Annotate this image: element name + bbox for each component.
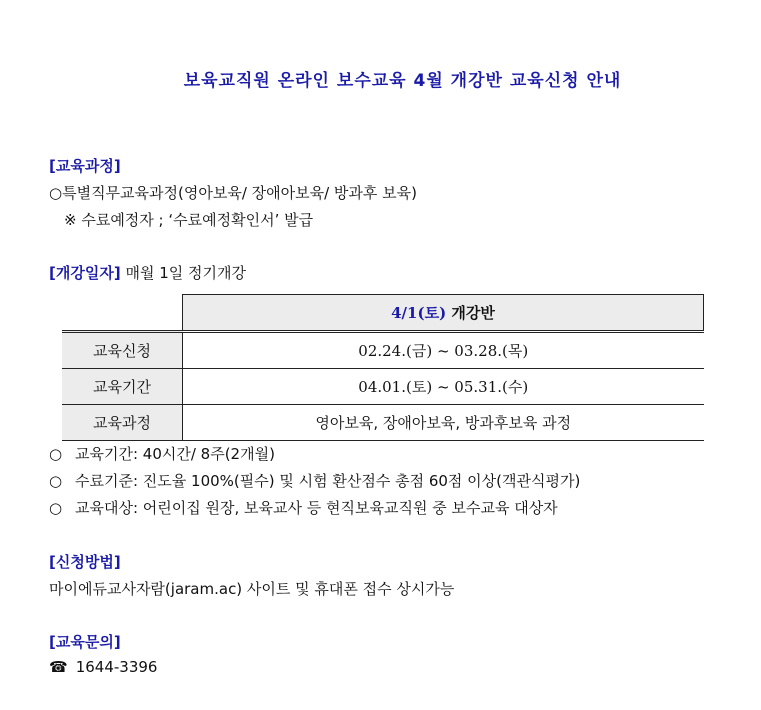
row-value: 영아보육, 장애아보육, 방과후보육 과정 (183, 404, 704, 440)
page-title: 보육교직원 온라인 보수교육 4월 개강반 교육신청 안내 (183, 71, 622, 91)
note-item (49, 470, 580, 491)
note-text: 수료기준: 진도율 100%(필수) 및 시험 환산점수 총점 60점 이상(객관식평가) (75, 472, 581, 490)
row-label: 교육과정 (62, 404, 183, 440)
course-line-2: ※ 수료예정자 ; ‘수료예정확인서’ 발급 (64, 211, 314, 229)
table-row (62, 331, 704, 368)
telephone-icon: ☎ (49, 658, 68, 676)
note-item (49, 443, 275, 464)
inquiry-heading: [교육문의] (49, 633, 121, 651)
course-line-1: ○특별직무교육과정(영아보육/ 장애아보육/ 방과후 보육) (49, 184, 417, 202)
table-header-row (62, 295, 704, 332)
bullet-circle: ○ (49, 499, 63, 517)
bullet-circle: ○ (49, 445, 63, 463)
header-class: 개강반 (451, 303, 495, 322)
opening-text: 매월 1일 정기개강 (125, 264, 246, 282)
header-date: 4/1(토) (391, 303, 452, 322)
inquiry-phone-line (49, 658, 157, 676)
note-text: 교육기간: 40시간/ 8주(2개월) (75, 445, 275, 463)
table-row (62, 404, 704, 440)
apply-heading: [신청방법] (49, 553, 121, 571)
note-item (49, 497, 558, 518)
header-blank-cell (62, 295, 183, 332)
row-value: 02.24.(금) ~ 03.28.(목) (183, 331, 704, 368)
table-header-cell (183, 295, 704, 332)
phone-number: 1644-3396 (75, 658, 158, 676)
opening-date-line (49, 262, 246, 283)
row-label: 교육기간 (62, 368, 183, 404)
note-text: 교육대상: 어린이집 원장, 보육교사 등 현직보육교직원 중 보수교육 대상자 (75, 499, 558, 517)
table-row (62, 368, 704, 404)
row-label: 교육신청 (62, 331, 183, 368)
apply-text: 마이에듀교사자람(jaram.ac) 사이트 및 휴대폰 접수 상시가능 (49, 580, 455, 598)
course-heading: [교육과정] (49, 157, 121, 175)
bullet-circle: ○ (49, 472, 63, 490)
schedule-table (62, 294, 704, 441)
opening-heading: [개강일자] (49, 264, 121, 282)
row-value: 04.01.(토) ~ 05.31.(수) (183, 368, 704, 404)
